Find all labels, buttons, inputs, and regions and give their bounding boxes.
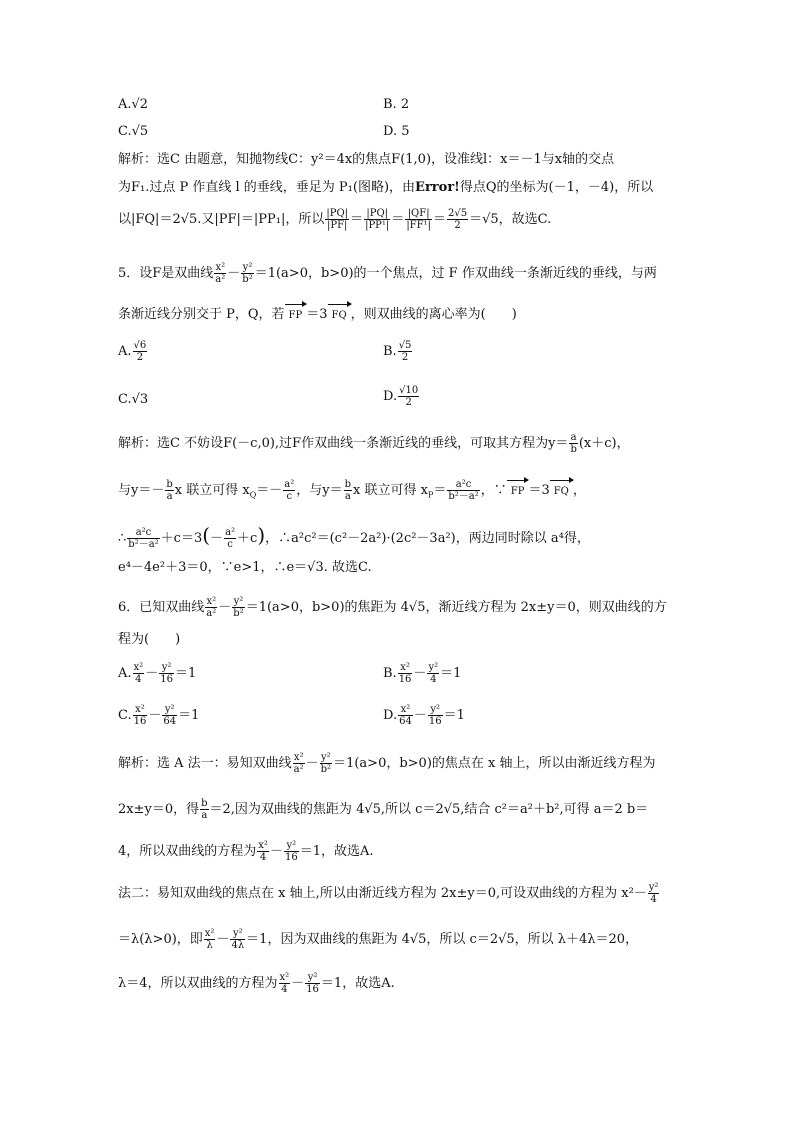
q6-option-a: A. $\frac{\text{x²}}{4}$ － $\frac{\text{y²}}{16}$ ＝1	[118, 662, 197, 685]
fraction: $\frac{|PQ|}{|PF|}$	[326, 208, 349, 231]
fraction: $\frac{|PQ|}{\text{|PP¹|}}$	[365, 208, 390, 231]
error-marker: Error!	[415, 180, 460, 195]
vector-fq: FQ	[554, 478, 569, 502]
fraction: $\frac{\text{x²}}{\text{a²}}$	[215, 262, 226, 285]
q6-stem-line-1: 6．已知双曲线 $\frac{\text{x²}}{\text{a²}}$ － $\frac{\text{y²}}{\text{b²}}$ ＝1(a>0，b>0)的焦距为 4√5，渐近线方程为 2x±y＝0，则双曲线的方	[118, 596, 667, 619]
q6-method2-line-2: ＝λ(λ>0)，即 $\frac{\text{x²}}{\lambda}$ － $\frac{\text{y²}}{4\lambda}$ ＝1，因为双曲线的焦距为 4√5，所以 c＝2√5，所以 λ＋4λ＝20，	[118, 928, 639, 951]
q4-option-a: A.√2	[118, 97, 149, 112]
q6-solution-line-3: 4，所以双曲线的方程为 $\frac{\text{x²}}{4}$ － $\frac{\text{y²}}{16}$ ＝1，故选A.	[118, 840, 374, 863]
q5-solution-line-2: 与y＝－ $\frac{b}{a}$ x 联立可得 $x_Q=-$ $\frac{\text{a²}}{c}$ ，与y＝ $\frac{b}{a}$ x 联立可得 $x_P=$ $\frac{\text{a²c}}{\text{b²－a²}}$ ，∵ FP ＝3 FQ ，	[118, 479, 586, 502]
q5-option-a: A. $\frac{√6}{2}$	[118, 340, 147, 363]
q4-solution-line-2: 为F₁.过点 P 作直线 l 的垂线，垂足为 P₁(图略)，由Error!得点Q的坐标为(－1，－4)，所以	[118, 180, 654, 195]
q6-solution-line-2: 2x±y＝0，得 $\frac{b}{a}$ ＝2,因为双曲线的焦距为 4√5,所以 c＝2√5,结合 c²＝a²＋b²,可得 a＝2 b＝	[118, 798, 649, 821]
q6-option-b: B. $\frac{\text{x²}}{16}$ － $\frac{\text{y²}}{4}$ ＝1	[383, 662, 462, 685]
q4-option-b: B. 2	[383, 97, 410, 112]
q5-stem-line-1: 5．设F是双曲线 $\frac{\text{x²}}{\text{a²}}$ － $\frac{\text{y²}}{\text{b²}}$ ＝1(a>0，b>0)的一个焦点，过 F 作双曲线一条渐近线的垂线，与两	[118, 262, 657, 285]
q6-method2-line-3: λ＝4，所以双曲线的方程为 $\frac{\text{x²}}{4}$ － $\frac{\text{y²}}{16}$ ＝1，故选A.	[118, 972, 395, 995]
fraction: $\frac{\text{y²}}{\text{b²}}$	[242, 262, 253, 285]
q6-option-c: C. $\frac{\text{x²}}{16}$ － $\frac{\text{y²}}{64}$ ＝1	[118, 704, 200, 727]
vector-fp: FP	[289, 302, 303, 326]
q5-option-b: B. $\frac{√5}{2}$	[383, 340, 412, 363]
q6-stem-line-2: 程为( )	[118, 632, 181, 647]
q5-option-d: D. $\frac{√10}{2}$	[383, 385, 419, 408]
q5-solution-line-3: ∴ $\frac{\text{a²c}}{\text{b²－a²}}$ ＋c＝3(－ $\frac{\text{a²}}{c}$ ＋c)，∴a²c²＝(c²－2a²)·(2c²－3a²)，两边同时除以 a⁴得，	[118, 523, 590, 550]
q6-method2-line-1: 法二：易知双曲线的焦点在 x 轴上,所以由渐近线方程为 2x±y＝0,可设双曲线的方程为 x²－ $\frac{\text{y²}}{4}$	[118, 882, 659, 905]
q6-option-d: D. $\frac{\text{x²}}{64}$ － $\frac{\text{y²}}{16}$ ＝1	[383, 704, 465, 727]
q4-solution-line-3: 以|FQ|＝2√5.又|PF|＝|PP₁|，所以 $\frac{|PQ|}{|PF|}$ ＝ $\frac{|PQ|}{\text{|PP¹|}}$ ＝ $\frac{|QF|}{\text{|FF¹|}}$ ＝ $\frac{2√5}{2}$ ＝√5，故选C.	[118, 208, 552, 231]
vector-fq: FQ	[332, 302, 347, 326]
fraction: $\frac{|QF|}{\text{|FF¹|}}$	[406, 208, 431, 231]
q4-option-d: D. 5	[383, 124, 410, 139]
q5-option-c: C.√3	[118, 392, 149, 407]
fraction: $\frac{2√5}{2}$	[447, 208, 468, 231]
q5-stem-line-2: 条渐近线分别交于 P，Q，若 FP ＝3 FQ ，则双曲线的离心率为( )	[118, 302, 517, 326]
q4-option-c: C.√5	[118, 124, 149, 139]
q5-solution-line-1: 解析：选C 不妨设F(－c,0),过F作双曲线一条渐近线的垂线，可取其方程为y＝ $\frac{a}{b}$ (x＋c)，	[118, 432, 630, 455]
q6-solution-line-1: 解析：选 A 法一：易知双曲线 $\frac{\text{x²}}{\text{a²}}$ － $\frac{\text{y²}}{\text{b²}}$ ＝1(a>0，b>0)的焦点在 x 轴上，所以由渐近线方程为	[118, 752, 656, 775]
vector-fp: FP	[511, 478, 525, 502]
q5-solution-line-4: e⁴－4e²＋3＝0，∵e>1，∴e＝√3. 故选C.	[118, 560, 372, 575]
q4-solution-line-1: 解析：选C 由题意，知抛物线C：y²＝4x的焦点F(1,0)，设准线l：x＝－1与x轴的交点	[118, 152, 615, 167]
